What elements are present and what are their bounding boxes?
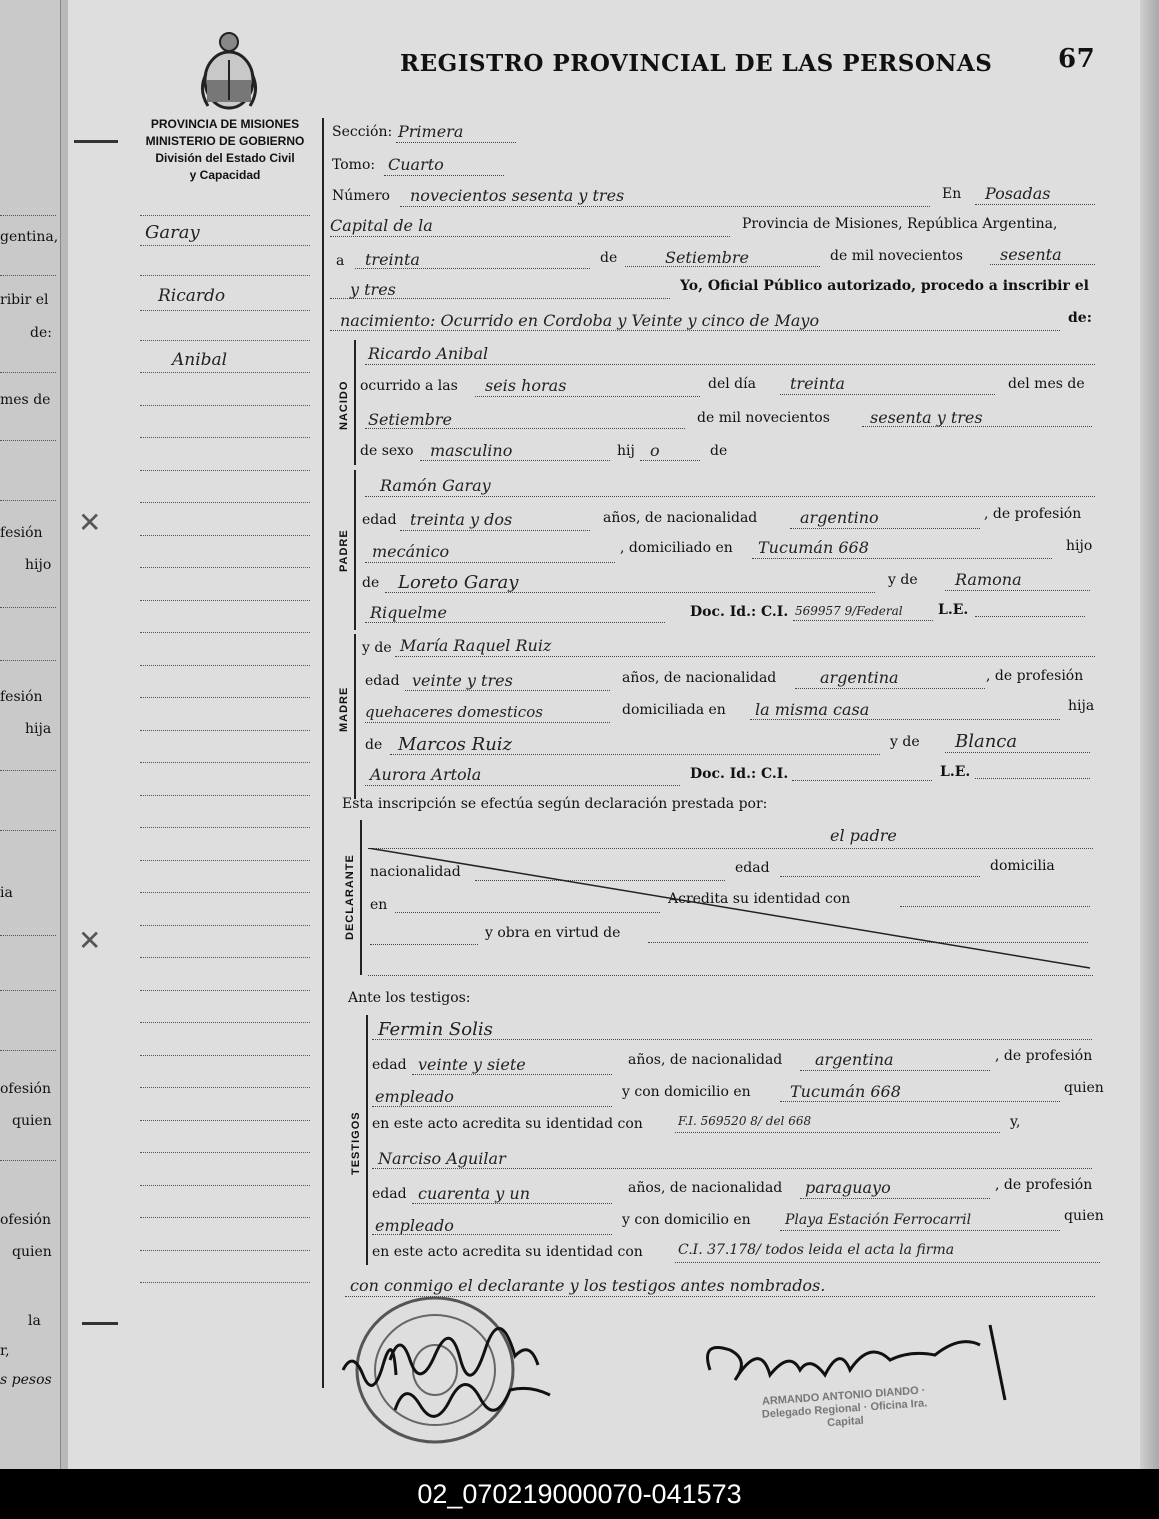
- signature-witness: [338, 1345, 398, 1399]
- madre-de-label: de: [365, 737, 383, 753]
- left-fragment: s pesos: [0, 1372, 52, 1388]
- t2-nombre: Narciso Aguilar: [378, 1149, 506, 1168]
- horas-value: seis horas: [485, 376, 567, 395]
- page-edge: [1140, 0, 1159, 1469]
- declarante-intro: Esta inscripción se efectúa según declaración prestada por:: [342, 796, 768, 812]
- document-title: REGISTRO PROVINCIAL DE LAS PERSONAS: [400, 50, 993, 77]
- t2-edad-label: edad: [372, 1186, 407, 1202]
- t1-nombre: Fermin Solis: [378, 1019, 493, 1040]
- t2-nac-label: años, de nacionalidad: [628, 1180, 783, 1196]
- padre-de-label: de: [362, 575, 380, 591]
- madre-y-de2-label: y de: [890, 734, 920, 750]
- division-line-1: División del Estado Civil: [155, 151, 295, 165]
- madre-edad: veinte y tres: [412, 671, 513, 690]
- padre-nombre: Ramón Garay: [380, 476, 491, 495]
- declarante-bracket: [360, 820, 362, 975]
- left-fragment: hijo: [25, 557, 52, 573]
- hij-value: o: [650, 441, 660, 460]
- closing-text: con conmigo el declarante y los testigos antes nombrados.: [350, 1276, 826, 1295]
- sexo-value: masculino: [430, 441, 513, 460]
- left-fragment: ia: [0, 885, 13, 901]
- dia-value: treinta: [365, 250, 420, 269]
- padre-bracket: [354, 470, 356, 630]
- declarante-section-label: DECLARANTE: [344, 854, 356, 940]
- left-fragment: r,: [0, 1343, 10, 1359]
- testigos-intro: Ante los testigos:: [348, 990, 471, 1006]
- madre-bracket: [354, 634, 356, 799]
- madre-le-label: L.E.: [940, 764, 971, 780]
- left-fragment: quien: [12, 1244, 52, 1260]
- capital-value: Capital de la: [330, 216, 433, 235]
- anio-value-b: y tres: [350, 280, 396, 299]
- madre-madre-de-a: Blanca: [955, 731, 1018, 752]
- padre-doc: 569957 9/Federal: [795, 604, 903, 618]
- stub-name-2: Anibal: [172, 350, 228, 370]
- division-line-2: y Capacidad: [189, 168, 261, 182]
- anio-value-a: sesenta: [1000, 245, 1062, 264]
- numero-label: Número: [332, 188, 390, 204]
- padre-prof: mecánico: [372, 542, 450, 561]
- t1-doc: F.I. 569520 8/ del 668: [678, 1114, 812, 1128]
- t1-nac-label: años, de nacionalidad: [628, 1052, 783, 1068]
- numero-value: novecientos sesenta y tres: [410, 186, 625, 205]
- en-value: Posadas: [985, 184, 1051, 203]
- nacido-dia: treinta: [790, 374, 845, 393]
- de-label: de: [600, 250, 618, 266]
- madre-nombre: María Raquel Ruiz: [400, 636, 552, 655]
- padre-dom-label: , domiciliado en: [620, 540, 733, 556]
- binding-clip: ✕: [78, 506, 102, 539]
- t2-prof: empleado: [375, 1216, 454, 1235]
- signature-declarante: [380, 1320, 570, 1434]
- padre-hijo-label: hijo: [1066, 538, 1093, 554]
- declarante-dom-label: domicilia: [990, 858, 1055, 874]
- t1-prof: empleado: [375, 1087, 454, 1106]
- left-fragment: gentina,: [0, 229, 59, 245]
- t1-nac: argentina: [815, 1050, 894, 1069]
- left-fragment: fesión: [0, 525, 43, 541]
- del-mes-label: del mes de: [1008, 376, 1085, 392]
- padre-y-de-label: y de: [888, 572, 918, 588]
- madre-hija-label: hija: [1068, 698, 1095, 714]
- nacido-mes: Setiembre: [368, 410, 452, 429]
- left-fragment: ribir el: [0, 292, 49, 308]
- coat-of-arms-emblem: [198, 30, 260, 116]
- madre-prof-label: , de profesión: [986, 668, 1084, 684]
- padre-edad: treinta y dos: [410, 510, 513, 529]
- testigos-section-label: TESTIGOS: [350, 1111, 362, 1175]
- t1-acredita-label: en este acto acredita su identidad con: [372, 1116, 643, 1132]
- ministry-name: MINISTERIO DE GOBIERNO: [145, 134, 305, 148]
- issuer-block: [130, 116, 320, 184]
- left-fragment: fesión: [0, 689, 43, 705]
- declarante-edad-label: edad: [735, 860, 770, 876]
- ocurrido-label: ocurrido a las: [360, 378, 458, 394]
- stub-name-1: Ricardo: [158, 286, 226, 306]
- t1-dom: Tucumán 668: [790, 1082, 901, 1101]
- nacido-mil-label: de mil novecientos: [697, 410, 830, 426]
- nacido-section-label: NACIDO: [338, 380, 350, 430]
- seccion-label: Sección:: [332, 124, 393, 140]
- madre-prof: quehaceres domesticos: [365, 703, 543, 721]
- t1-edad: veinte y siete: [418, 1055, 526, 1074]
- a-label: a: [336, 253, 345, 269]
- padre-dom: Tucumán 668: [758, 538, 869, 557]
- madre-dom: la misma casa: [755, 700, 870, 719]
- declarante-value: el padre: [830, 826, 897, 845]
- nacido-anio: sesenta y tres: [870, 408, 983, 427]
- t2-quien-label: quien: [1064, 1208, 1104, 1224]
- left-fragment: de:: [30, 325, 52, 341]
- testigos-bracket: [366, 1015, 368, 1265]
- t1-dom-label: y con domicilio en: [622, 1084, 751, 1100]
- padre-nac-label: años, de nacionalidad: [603, 510, 758, 526]
- madre-section-label: MADRE: [338, 686, 350, 732]
- left-fragment: ofesión: [0, 1212, 52, 1228]
- left-fragment: ofesión: [0, 1081, 52, 1097]
- provincia-text: Provincia de Misiones, República Argentina,: [742, 216, 1058, 232]
- nacido-de-label: de: [710, 443, 728, 459]
- en-label: En: [942, 186, 962, 202]
- madre-dom-label: domiciliada en: [622, 702, 726, 718]
- padre-le-label: L.E.: [938, 602, 969, 618]
- page-number: 67: [1058, 44, 1096, 74]
- padre-edad-label: edad: [362, 512, 397, 528]
- left-fragment: hija: [25, 721, 52, 737]
- madre-doc-label: Doc. Id.: C.I.: [690, 766, 789, 782]
- madre-y-de-label: y de: [362, 640, 392, 656]
- scan-id-bar: 02_070219000070-041573: [0, 1469, 1159, 1519]
- declarante-nac-label: nacionalidad: [370, 864, 461, 880]
- hij-label: hij: [617, 443, 635, 459]
- madre-padre-de: Marcos Ruiz: [398, 734, 513, 755]
- t2-dom-label: y con domicilio en: [622, 1212, 751, 1228]
- t2-doc: C.I. 37.178/ todos leida el acta la firma: [678, 1242, 955, 1258]
- tomo-label: Tomo:: [332, 157, 376, 173]
- mes-value: Setiembre: [665, 248, 749, 267]
- t2-acredita-label: en este acto acredita su identidad con: [372, 1244, 643, 1260]
- t1-y-label: y,: [1010, 1114, 1021, 1130]
- madre-madre-de-b: Aurora Artola: [370, 765, 482, 784]
- nacido-bracket: [354, 340, 356, 465]
- oficial-text: Yo, Oficial Público autorizado, procedo a inscribir el: [680, 278, 1089, 294]
- t2-prof-label: , de profesión: [995, 1177, 1093, 1193]
- left-fragment: mes de: [0, 392, 51, 408]
- padre-padre-de: Loreto Garay: [398, 572, 519, 593]
- padre-madre-de-b: Riquelme: [370, 603, 447, 622]
- madre-edad-label: edad: [365, 673, 400, 689]
- padre-doc-label: Doc. Id.: C.I.: [690, 604, 789, 620]
- sexo-label: de sexo: [360, 443, 414, 459]
- madre-nac: argentina: [820, 668, 899, 687]
- binding-clip: [82, 1322, 118, 1329]
- acto-value: nacimiento: Ocurrido en Cordoba y Veinte y cinco de Mayo: [340, 311, 820, 330]
- t2-nac: paraguayo: [805, 1178, 891, 1197]
- padre-prof-label: , de profesión: [984, 506, 1082, 522]
- madre-nac-label: años, de nacionalidad: [622, 670, 777, 686]
- t1-quien-label: quien: [1064, 1080, 1104, 1096]
- de2-label: de:: [1068, 310, 1092, 326]
- declarante-en-label: en: [370, 897, 388, 913]
- mil-label: de mil novecientos: [830, 248, 963, 264]
- seccion-value: Primera: [398, 122, 464, 141]
- t1-edad-label: edad: [372, 1057, 407, 1073]
- left-fragment: quien: [12, 1113, 52, 1129]
- main-divider: [322, 118, 324, 1388]
- t2-edad: cuarenta y un: [418, 1184, 531, 1203]
- tomo-value: Cuarto: [388, 155, 444, 174]
- stub-surname: Garay: [145, 222, 200, 243]
- t2-dom: Playa Estación Ferrocarril: [785, 1212, 972, 1228]
- padre-nac: argentino: [800, 508, 879, 527]
- declarante-obra-label: y obra en virtud de: [485, 925, 621, 941]
- nacido-nombre: Ricardo Anibal: [368, 344, 489, 363]
- padre-madre-de-a: Ramona: [955, 570, 1022, 589]
- padre-section-label: PADRE: [338, 529, 350, 572]
- province-name: PROVINCIA DE MISIONES: [150, 117, 300, 131]
- declarante-acredita-label: Acredita su identidad con: [668, 891, 851, 907]
- binding-clip: [74, 140, 118, 157]
- del-dia-label: del día: [708, 376, 756, 392]
- binding-clip: ✕: [78, 924, 102, 957]
- t1-prof-label: , de profesión: [995, 1048, 1093, 1064]
- left-fragment: la: [28, 1313, 41, 1329]
- declarante-strike-line: [368, 848, 1093, 973]
- official-stamp-text: ARMANDO ANTONIO DIANDO · Delegado Regional · Oficina Ira. Capital: [761, 1384, 928, 1430]
